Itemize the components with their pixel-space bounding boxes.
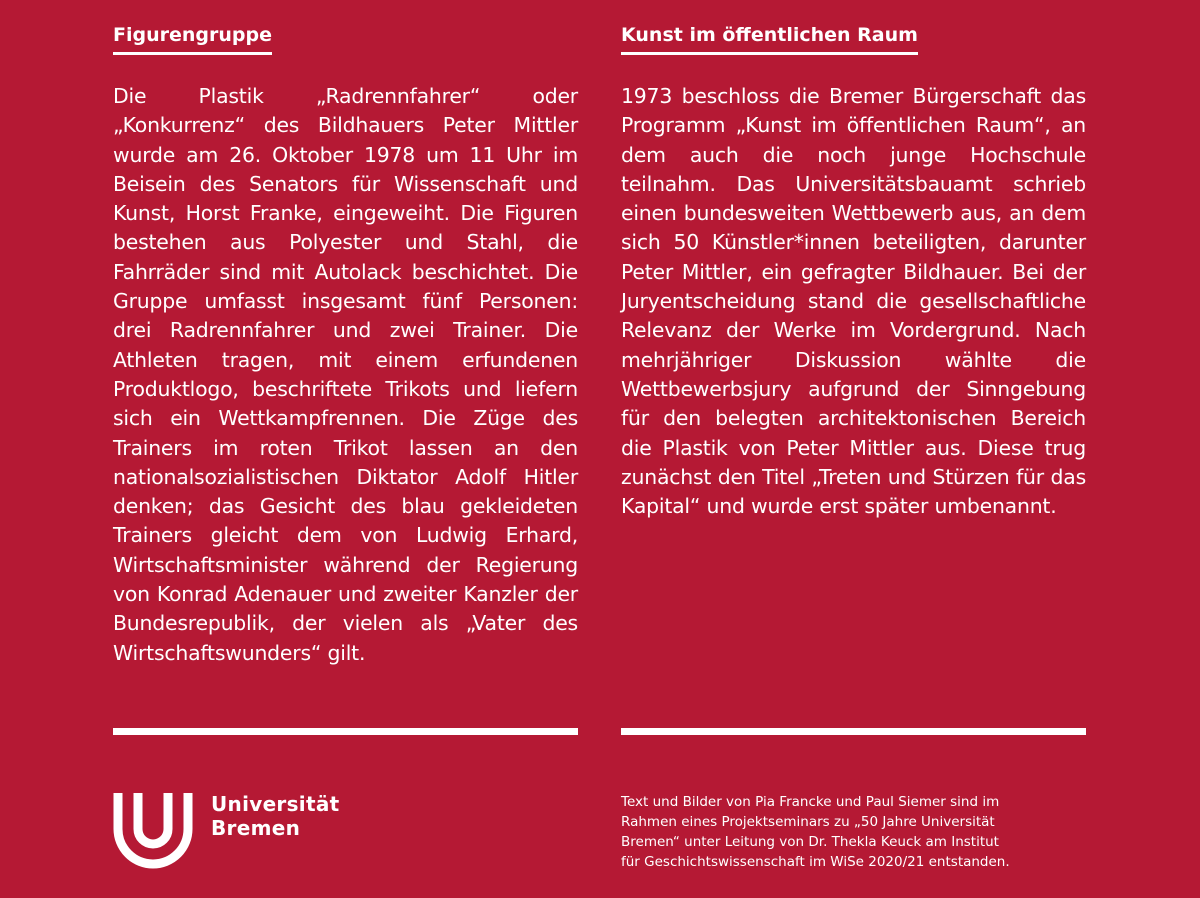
credits-line: für Geschichtswissenschaft im WiSe 2020/21 entstanden. <box>621 854 1010 870</box>
credits-text <box>621 792 1091 872</box>
university-name <box>211 792 339 840</box>
section-paragraph-kunst: 1973 beschloss die Bremer Bürgerschaft das Programm „Kunst im öffentlichen Raum“, an dem auch die noch junge Hochschule teilnahm. Das Universitätsbauamt schrieb einen bundesweiten Wettbewerb aus, an dem sich 50 Künstler*innen beteiligten, darunter Peter Mittler, ein gefragter Bildhauer. Bei der Juryentscheidung stand die gesellschaftliche Relevanz der Werke im Vordergrund. Nach mehrjähriger Diskussion wählte die Wettbewerbsjury aufgrund der Sinngebung für den belegten architektonischen Bereich die Plastik von Peter Mittler aus. Diese trug zunächst den Titel „Treten und Stürzen für das Kapital“ und wurde erst später umbenannt. <box>621 84 1086 519</box>
university-name-line1: Universität <box>211 792 340 816</box>
credits-line: Rahmen eines Projektseminars zu „50 Jahre Universität <box>621 814 995 830</box>
credits-line: Text und Bilder von Pia Francke und Paul Siemer sind im <box>621 794 1000 810</box>
credits-line: Bremen“ unter Leitung von Dr. Thekla Keuck am Institut <box>621 834 999 850</box>
section-heading-figurengruppe: Figurengruppe <box>113 22 272 55</box>
divider-rule-left <box>113 728 578 735</box>
university-bremen-u-logo-icon <box>113 793 193 873</box>
university-name-line2: Bremen <box>211 816 301 840</box>
divider-rule-right <box>621 728 1086 735</box>
section-heading-kunst: Kunst im öffentlichen Raum <box>621 22 918 55</box>
section-paragraph-figurengruppe: Die Plastik „Radrennfahrer“ oder „Konkurrenz“ des Bildhauers Peter Mittler wurde am 26. Oktober 1978 um 11 Uhr im Beisein des Senators für Wissenschaft und Kunst, Horst Franke, eingeweiht. Die Figuren bestehen aus Polyester und Stahl, die Fahrräder sind mit Autolack beschichtet. Die Gruppe umfasst insgesamt fünf Personen: drei Radrennfahrer und zwei Trainer. Die Athleten tragen, mit einem erfundenen Produktlogo, beschriftete Trikots und liefern sich ein Wettkampfrennen. Die Züge des Trainers im roten Trikot lassen an den nationalsozialistischen Diktator Adolf Hitler denken; das Gesicht des blau gekleideten Trainers gleicht dem von Ludwig Erhard, Wirtschaftsminister während der Regierung von Konrad Adenauer und zweiter Kanzler der Bundesrepublik, der vielen als „Vater des Wirtschaftswunders“ gilt. <box>113 84 578 665</box>
